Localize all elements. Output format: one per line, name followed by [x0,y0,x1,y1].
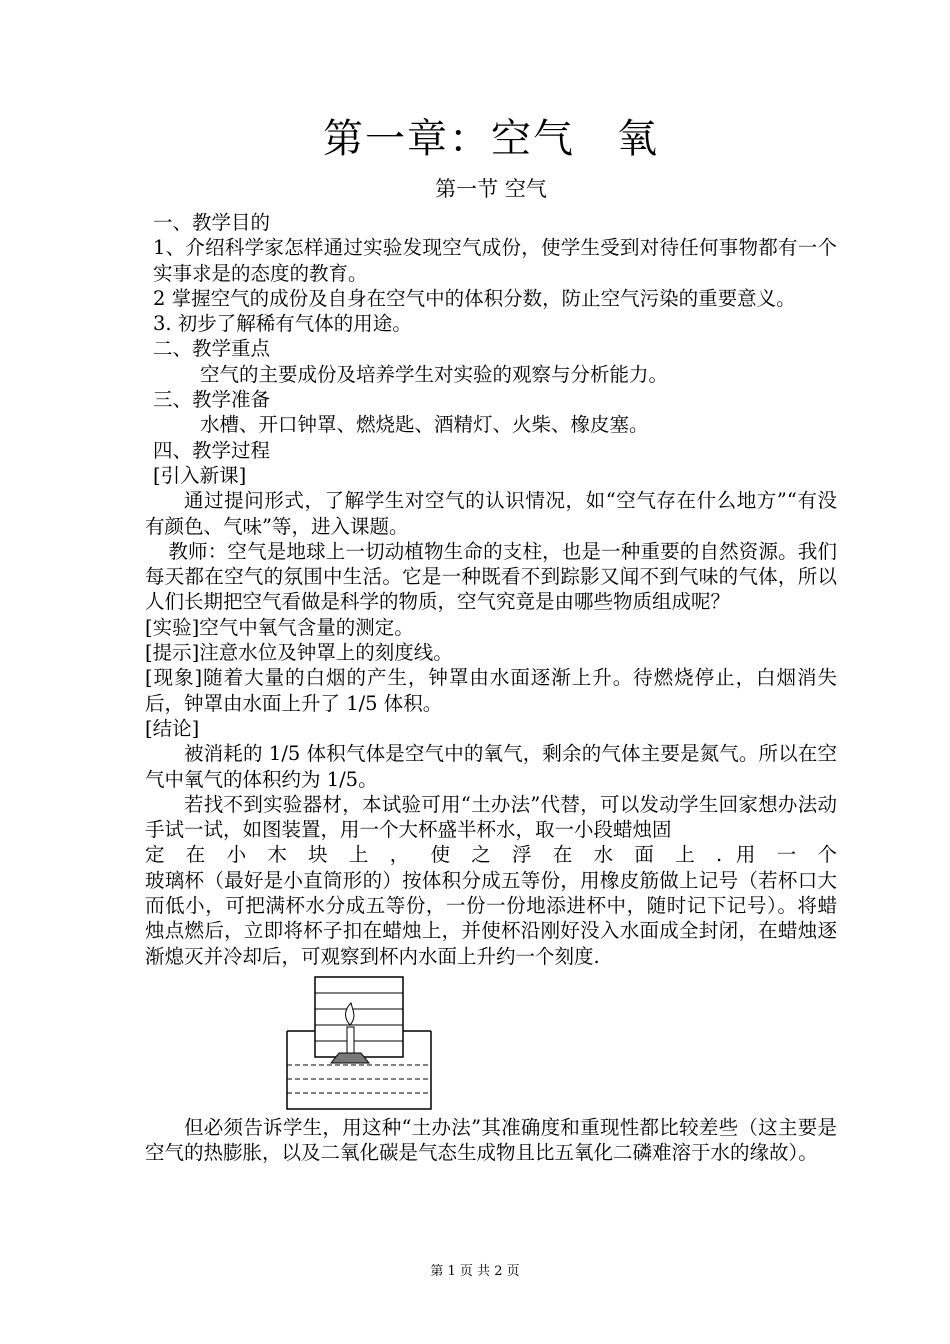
prep-heading: 三、教学准备 [153,388,271,412]
phenomenon-text: [现象]随着大量的白烟的产生，钟罩由水面逐渐上升。待燃烧停止，白烟消失后，钟罩由水面上升了 1/5 体积。 [145,666,837,715]
focus-text: 空气的主要成份及培养学生对实验的观察与分析能力。 [200,362,669,386]
objectives-heading: 一、教学目的 [153,211,271,234]
section-title: 第一节 空气 [435,177,547,201]
intro-text: 通过提问形式，了解学生对空气的认识情况，如“空气存在什么地方”“有没有颜色、气味”等，进入课题。 [145,489,837,538]
alt-method-text-b: 定 在 小 木 块 上 ， 使 之 浮 在 水 面 上 . 用 一 个 [145,843,837,867]
teacher-text: 教师：空气是地球上一切动植物生命的支柱，也是一种重要的自然资源。我们每天都在空气的氛围中生活。它是一种既看不到踪影又闻不到气味的气体，所以人们长期把空气看做是科学的物质，空气究竟是由哪些物质组成呢？ [145,539,837,614]
prep-text: 水槽、开口钟罩、燃烧匙、酒精灯、火柴、橡皮塞。 [200,413,649,437]
experiment-text: [实验]空气中氧气含量的测定。 [145,615,414,639]
objective-3: 3. 初步了解稀有气体的用途。 [153,312,412,336]
caution-text: 但必须告诉学生，用这种“土办法”其准确度和重现性都比较差些（这主要是空气的热膨胀，以及二氧化碳是气态生成物且比五氧化二磷难溶于水的缘故）。 [145,1115,837,1165]
alt-method-text-c: 玻璃杯（最好是小直筒形的）按体积分成五等份，用橡皮筋做上记号（若杯口大而低小，可把满杯水分成五等份，一份一份地添进杯中，随时记下记号）。将蜡烛点燃后，立即将杯子扣在蜡烛上，并使杯沿刚好没入水面成全封闭，在蜡烛逐渐熄灭并冷却后，可观察到杯内水面上升约一个刻度. [145,868,837,968]
alt-method-text-a: 若找不到实验器材，本试验可用“土办法”代替，可以发动学生回家想办法动手试一试，如图装置，用一个大杯盛半杯水，取一小段蜡烛固 [145,792,837,842]
objective-2: 2 掌握空气的成份及自身在空气中的体积分数，防止空气污染的重要意义。 [153,286,796,310]
intro-tag: [引入新课] [153,463,247,487]
process-heading: 四、教学过程 [153,438,271,462]
candle-cup-diagram [285,975,435,1111]
apparatus-figure [145,975,837,1115]
chapter-title: 第一章：空气 氧 [323,116,659,162]
conclusion-text: 被消耗的 1/5 体积气体是空气中的氧气，剩余的气体主要是氮气。所以在空气中氧气的体积约为 1/5。 [145,742,837,791]
focus-heading: 二、教学重点 [153,337,271,361]
document-page [145,110,837,1166]
objective-1: 1、介绍科学家怎样通过实验发现空气成份，使学生受到对待任何事物都有一个实事求是的态度的教育。 [153,236,837,285]
page-footer: 第 1 页 共 2 页 [430,1264,520,1279]
conclusion-tag: [结论] [145,716,200,740]
hint-text: [提示]注意水位及钟罩上的刻度线。 [145,641,453,665]
